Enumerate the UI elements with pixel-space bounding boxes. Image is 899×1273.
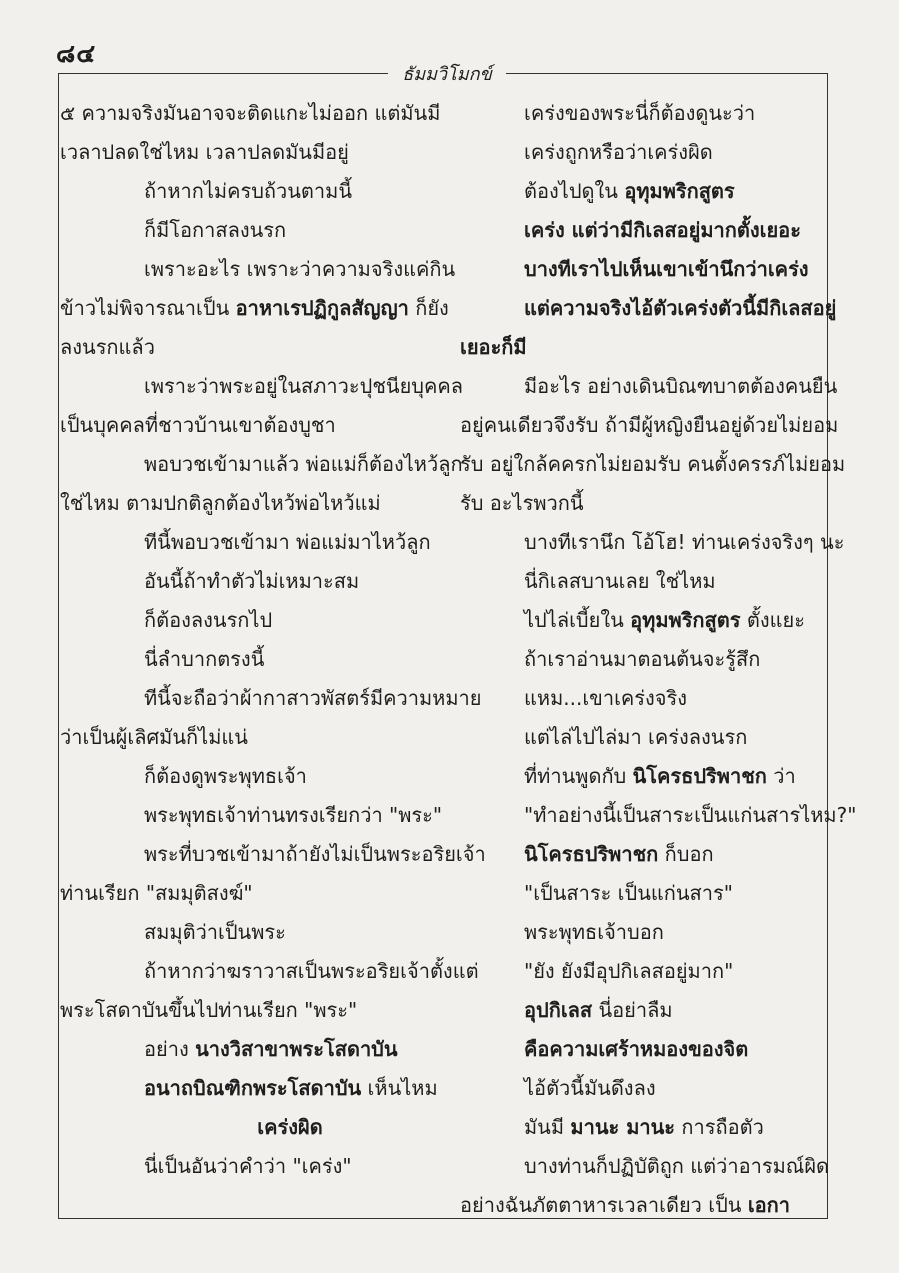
bold-text: แต่ความจริงไอ้ตัวเคร่งตัวนี้มีกิเลสอยู่ [524,296,837,320]
text-run: ตั้งแยะ [740,608,805,632]
text-run: บางทีเรานึก โอ้โฮ! ท่านเคร่งจริงๆ นะ [524,530,845,554]
text-run: ไปไล่เบี้ยใน [524,608,631,632]
bold-text: นิโครธปริพาชก [524,842,659,866]
text-line [460,913,820,952]
text-run: ก็บอก [658,842,714,866]
bold-text: มานะ มานะ [570,1115,676,1139]
text-line [460,328,820,367]
text-line [60,289,449,328]
text-run: ข้าวไม่พิจารณาเป็น [60,296,236,320]
text-run: พระพุทธเจ้าท่านทรงเรียกว่า "พระ" [144,803,443,827]
text-run: มีอะไร อย่างเดินบิณฑบาตต้องคนยืน [524,374,838,398]
bold-text: อุทุมพริกสูตร [624,179,735,203]
bold-text: นิโครธปริพาชก [632,764,767,788]
text-line [460,640,820,679]
text-line [460,757,820,796]
text-line [460,250,820,289]
text-run: ลงนรกแล้ว [60,335,155,359]
text-line [60,1030,440,1069]
left-column [60,94,486,1186]
text-line [460,367,838,406]
bold-text: บางทีเราไปเห็นเขาเข้านึกว่าเคร่ง [524,257,809,281]
text-line [60,1069,440,1108]
text-line [460,172,820,211]
text-line [60,562,440,601]
text-line [60,913,440,952]
text-run: ก็ต้องดูพระพุทธเจ้า [144,764,307,788]
text-run: แหม...เขาเคร่งจริง [524,686,688,710]
text-line [60,718,440,757]
text-run: ก็ต้องลงนรกไป [144,608,273,632]
text-line [60,172,440,211]
text-line [460,835,820,874]
text-line [60,952,479,991]
text-run: ท่านเรียก "สมมุติสงฆ์" [60,881,253,905]
text-run: ใช่ไหม ตามปกติลูกต้องไหว้พ่อไหว้แม่ [60,491,381,515]
text-run: พอบวชเข้ามาแล้ว พ่อแม่ก็ต้องไหว้ลูก [144,452,463,476]
right-column [460,94,857,1225]
text-run: ถ้าหากไม่ครบถ้วนตามนี้ [144,179,353,203]
text-line [60,211,440,250]
text-run: เคร่งถูกหรือว่าเคร่งผิด [524,140,713,164]
text-run: ๕ ความจริงมันอาจจะติดแกะไม่ออก แต่มันมี [60,101,441,125]
text-run: นี่อย่าลืม [592,998,673,1022]
text-run: อย่าง [144,1037,196,1061]
text-run: เวลาปลดใช่ไหม เวลาปลดมันมีอยู่ [60,140,349,164]
text-run: อันนี้ถ้าทำตัวไม่เหมาะสม [144,569,360,593]
text-run: ก็ยัง [408,296,449,320]
text-run: พระที่บวชเข้ามาถ้ายังไม่เป็นพระอริยเจ้า [144,842,486,866]
text-line [460,1108,820,1147]
text-run: ที่ท่านพูดกับ [524,764,633,788]
text-run: เป็นบุคคลที่ชาวบ้านเขาต้องบูชา [60,413,336,437]
text-line [60,94,440,133]
text-run: ทีนี้พอบวชเข้ามา พ่อแม่มาไหว้ลูก [144,530,431,554]
text-run: อย่างฉันภัตตาหารเวลาเดียว เป็น [460,1193,748,1217]
text-run: รับ อะไรพวกนี้ [460,491,584,515]
text-run: อยู่คนเดียวจึงรับ ถ้ามีผู้หญิงยืนอยู่ด้วยไม่ยอม [460,413,839,437]
text-line [460,952,820,991]
text-run: ถ้าหากว่าฆราวาสเป็นพระอริยเจ้าตั้งแต่ [144,959,479,983]
bold-text: นางวิสาขาพระโสดาบัน [195,1037,398,1061]
bold-text: อุปกิเลส [524,998,593,1022]
bold-text: เอกา [747,1193,790,1217]
text-line [60,835,486,874]
text-line [460,1030,820,1069]
text-line [460,562,820,601]
text-line [60,523,440,562]
page-number: ๘๔ [56,39,97,68]
text-run: "เป็นสาระ เป็นแก่นสาร" [524,881,733,905]
text-run: "ทำอย่างนี้เป็นสาระเป็นแก่นสารไหม?" [524,803,857,827]
text-line [460,406,839,445]
text-line [60,328,440,367]
text-run: มันมี [524,1115,571,1139]
bold-text: คือความเศร้าหมองของจิต [524,1037,749,1061]
text-line [460,601,820,640]
text-line [460,874,820,913]
text-line [460,445,846,484]
bold-text: อาหาเรปฏิกูลสัญญา [235,296,409,320]
text-line [60,250,456,289]
text-line [60,367,463,406]
text-line [60,445,463,484]
bold-text: เคร่ง แต่ว่ามีกิเลสอยู่มากตั้งเยอะ [524,218,801,242]
text-run: เพราะอะไร เพราะว่าความจริงแค่กิน [144,257,456,281]
text-run: นี่เป็นอันว่าคำว่า "เคร่ง" [144,1154,352,1178]
text-line [60,1147,440,1186]
text-line [60,796,443,835]
text-run: เพราะว่าพระอยู่ในสภาวะปุชนียบุคคล [144,374,463,398]
text-line [60,874,440,913]
text-run: นี่ลำบากตรงนี้ [144,647,265,671]
text-line [460,484,820,523]
bold-text: เคร่งผิด [257,1115,323,1139]
text-line [460,991,820,1030]
text-line [60,679,482,718]
text-line [460,94,820,133]
bold-text: เยอะก็มี [460,335,527,359]
running-title: ธัมมวิโมกข์ [402,64,492,85]
text-line [60,406,440,445]
text-line [60,484,440,523]
text-run: พระพุทธเจ้าบอก [524,920,664,944]
text-run: รับ อยู่ใกล้คครกไม่ยอมรับ คนตั้งครรภ์ไม่ยอม [460,452,846,476]
text-line [460,523,845,562]
text-line [460,1186,820,1225]
text-run: เคร่งของพระนี่ก็ต้องดูนะว่า [524,101,756,125]
bold-text: อนาถบิณฑิกพระโสดาบัน [144,1076,362,1100]
text-line [460,211,820,250]
text-line [60,133,440,172]
text-line [460,679,820,718]
text-line [460,718,820,757]
text-run: ถ้าเราอ่านมาตอนต้นจะรู้สึก [524,647,761,671]
text-line [60,757,440,796]
text-line [60,991,440,1030]
text-run: พระโสดาบันขึ้นไปท่านเรียก "พระ" [60,998,358,1022]
text-run: ว่าเป็นผู้เลิศมันก็ไม่แน่ [60,725,248,749]
text-line [460,133,820,172]
text-line [60,640,440,679]
text-line [60,601,440,640]
text-line [460,1069,820,1108]
text-run: นี่กิเลสบานเลย ใช่ไหม [524,569,716,593]
text-run: ว่า [766,764,796,788]
text-line [460,289,837,328]
text-run: "ยัง ยังมีอุปกิเลสอยู่มาก" [524,959,734,983]
text-line [460,796,857,835]
text-line [60,1108,440,1147]
text-run: ไอ้ตัวนี้มันดึงลง [524,1076,656,1100]
text-run: การถือตัว [675,1115,764,1139]
text-line [460,1147,830,1186]
text-run: ก็มีโอกาสลงนรก [144,218,287,242]
text-run: เห็นไหม [361,1076,438,1100]
text-run: สมมุติว่าเป็นพระ [144,920,286,944]
text-run: บางท่านก็ปฏิบัติถูก แต่ว่าอารมณ์ผิด [524,1154,830,1178]
bold-text: อุทุมพริกสูตร [630,608,741,632]
text-run: ต้องไปดูใน [524,179,625,203]
text-run: ทีนี้จะถือว่าผ้ากาสาวพัสตร์มีความหมาย [144,686,482,710]
text-run: แต่ไล่ไปไล่มา เคร่งลงนรก [524,725,748,749]
